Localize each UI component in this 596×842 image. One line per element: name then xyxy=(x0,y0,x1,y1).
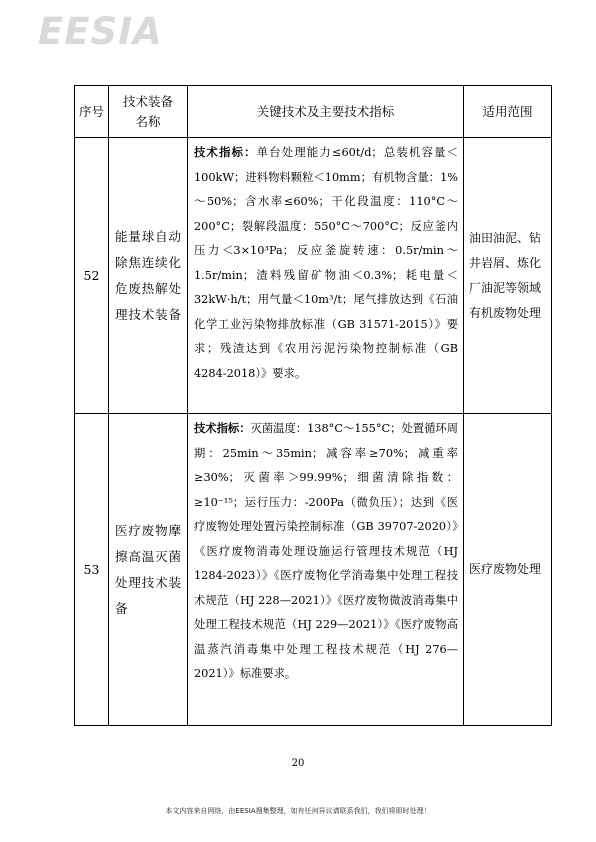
equipment-name: 能量球自动除焦连续化危废热解处理技术装备 xyxy=(109,138,188,414)
application-scope: 医疗废物处理 xyxy=(464,414,552,726)
table-row xyxy=(75,414,552,726)
header-tech: 关键技术及主要技术指标 xyxy=(188,86,464,138)
table-row xyxy=(75,138,552,414)
eesia-logo: EESIA xyxy=(38,10,163,53)
row-number: 52 xyxy=(75,138,109,414)
equipment-name: 医疗废物摩擦高温灭菌处理技术装备 xyxy=(109,414,188,726)
tech-label: 技术指标： xyxy=(194,145,257,159)
header-seq: 序号 xyxy=(75,86,109,138)
application-scope: 油田油泥、钻井岩屑、炼化厂油泥等领域有机废物处理 xyxy=(464,138,552,414)
tech-indicators xyxy=(188,138,464,414)
tech-label: 技术指标： xyxy=(194,421,251,435)
tech-indicators xyxy=(188,414,464,726)
table-header-row xyxy=(75,86,552,138)
row-number: 53 xyxy=(75,414,109,726)
page-number: 20 xyxy=(291,758,305,769)
tech-text: 单台处理能力≤60t/d；总装机容量＜100kW；进料物料颗粒＜10mm；有机物含量：1%～50%；含水率≤60%；干化段温度：110°C～200°C；裂解段温度：550°C～700°C；反应釜内压力＜3×10³Pa；反应釜旋转速：0.5r/min～1.5r/min；渣料残留矿物油＜0.3%；耗电量＜32kW·h/t；用气量＜10m³/t；尾气排放达到《石油化学工业污染物排放标准（GB 31571-2015）》要求；残渣达到《农用污泥污染物控制标准（GB 4284-2018）》要求。 xyxy=(194,146,458,380)
footer-notice: 本文内容来自网络，由EESIA搜集整理，如有任何异议请联系我们，我们将即时处理！ xyxy=(165,807,431,815)
tech-text: 灭菌温度：138°C～155°C；处置循环周期：25min～35min；减容率≥70%；减重率≥30%；灭菌率＞99.99%；细菌清除指数：≥10⁻¹⁵；运行压力：-200Pa（微负压）；达到《医疗废物处理处置污染控制标准（GB 39707-2020）》《医疗废物消毒处理设施运行管理技术规范（HJ 1284-2023）》《医疗废物化学消毒集中处理工程技术规范（HJ 228—2021）》《医疗废物微波消毒集中处理工程技术规范（HJ 229—2021）》《医疗废物高温蒸汽消毒集中处理工程技术规范（HJ 276—2021）》标准要求。 xyxy=(194,422,458,680)
header-equipment: 技术装备名称 xyxy=(109,86,188,138)
technical-equipment-table xyxy=(74,85,552,726)
header-scope: 适用范围 xyxy=(464,86,552,138)
